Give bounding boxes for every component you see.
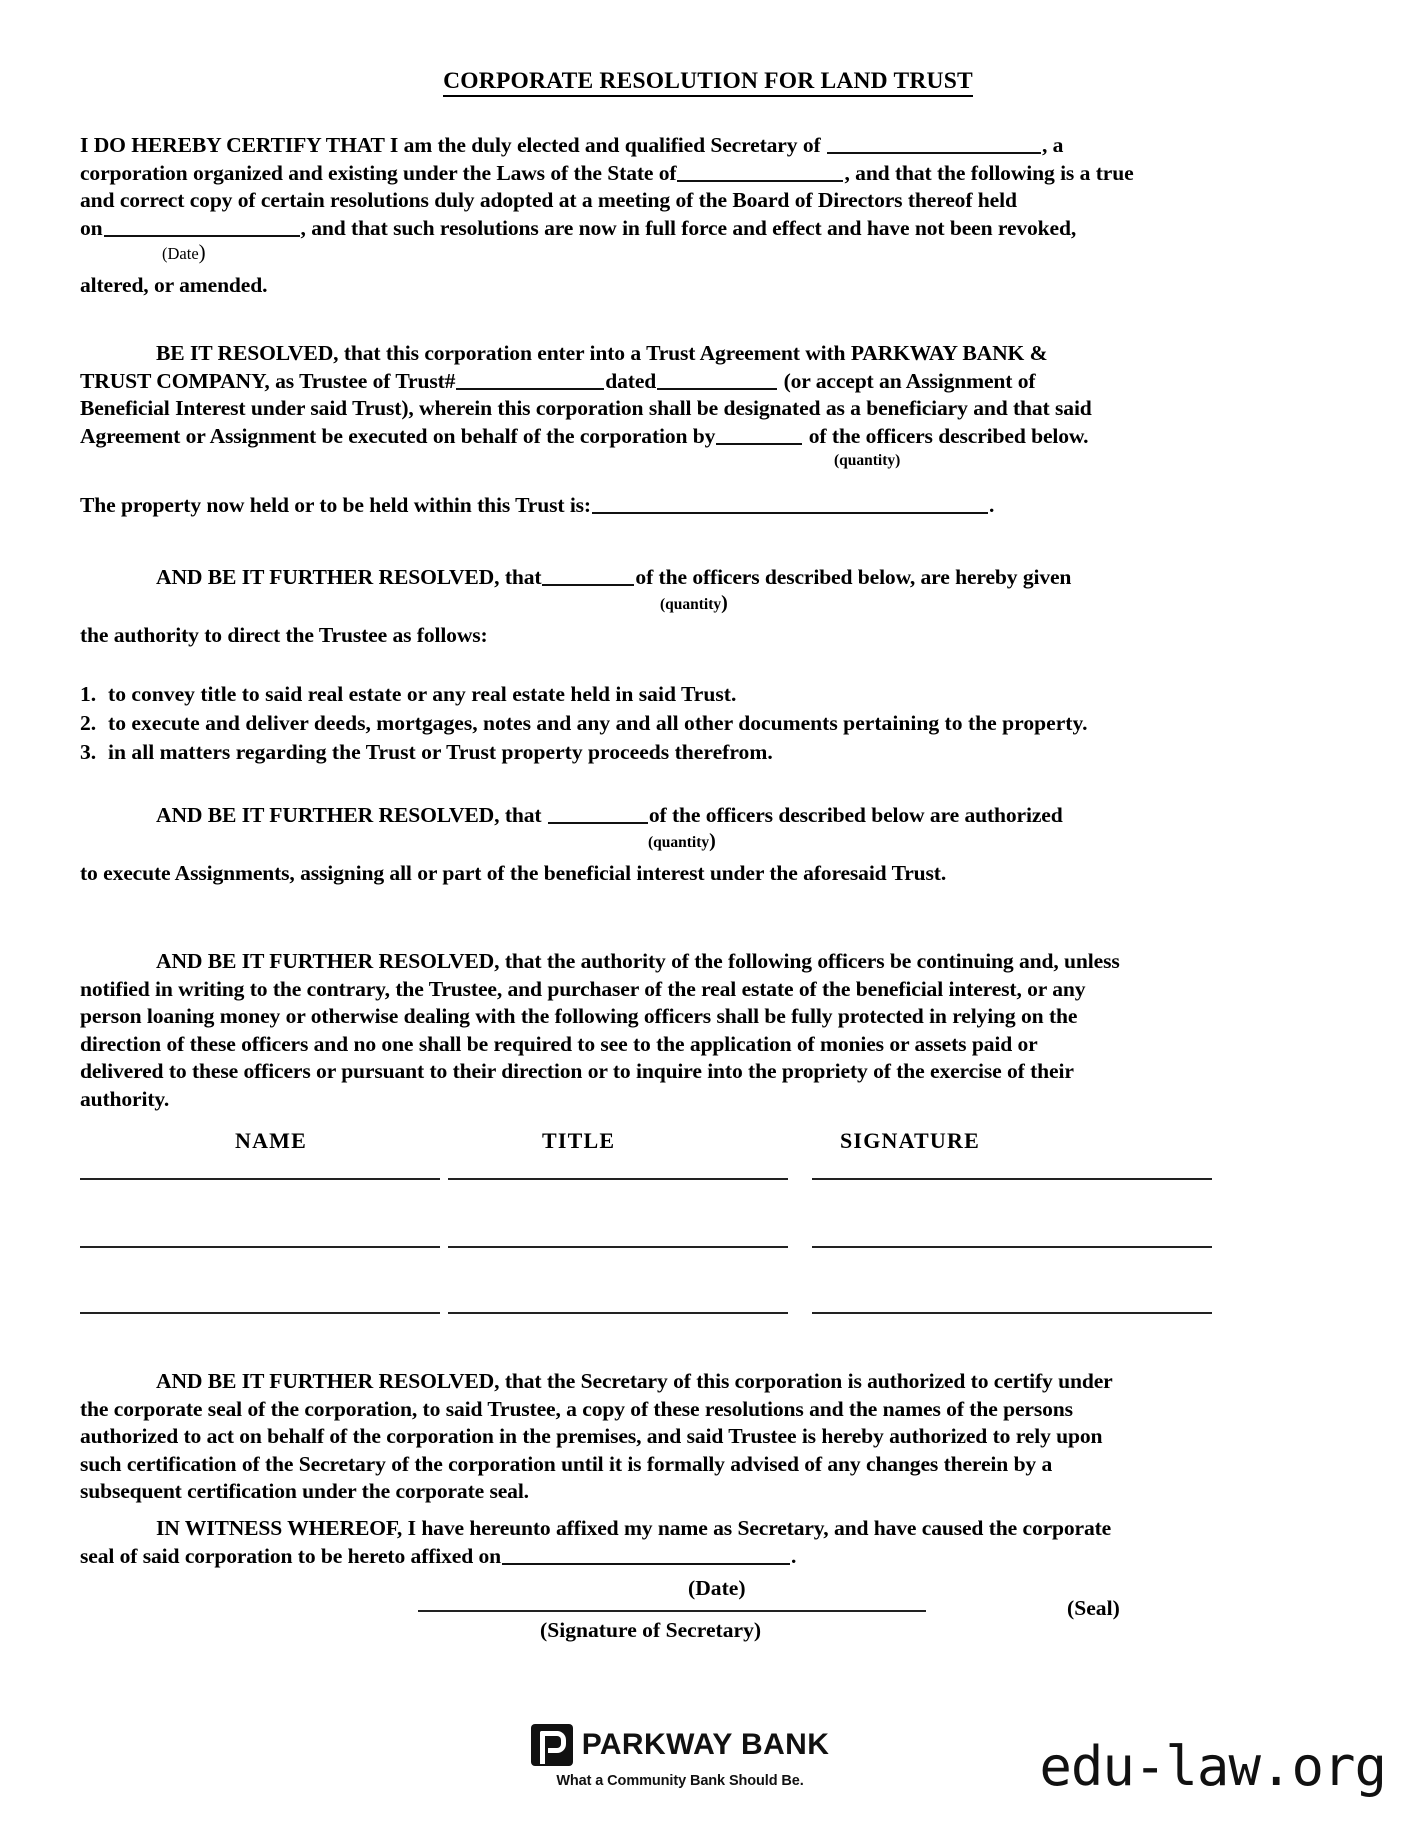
further-resolved-4 — [80, 1368, 1336, 1506]
witness-date-annotation: (Date) — [688, 1576, 746, 1600]
further-1-text-b: of the officers described below, are hereby given — [635, 565, 1072, 589]
certify-text-4: , and that the following is a true — [844, 160, 1134, 185]
column-header-title: TITLE — [542, 1128, 616, 1153]
quantity-annotation-3 — [648, 829, 716, 852]
quantity-annotation-1: (quantity) — [834, 452, 901, 469]
certify-text-8-line — [80, 272, 1336, 300]
list-item-text: to convey title to said real estate or any real estate held in said Trust. — [108, 682, 737, 706]
further-4-line-2: the corporate seal of the corporation, to said Trustee, a copy of these resolutions and the names of the persons — [80, 1396, 1073, 1421]
certify-text-6: on — [80, 215, 103, 240]
numbered-items — [80, 680, 1336, 767]
parkway-p-monogram-icon — [531, 1724, 573, 1766]
further-resolved-2 — [80, 802, 1336, 887]
witness-text-2: seal of said corporation to be hereto affixed on — [80, 1543, 502, 1568]
signature-row-2-signature-line[interactable] — [812, 1246, 1212, 1248]
column-header-name: NAME — [235, 1128, 308, 1153]
further-2-text-c: to execute Assignments, assigning all or part of the beneficial interest under the aforesaid Trust. — [80, 860, 947, 885]
logo-bank-name: PARKWAY BANK — [581, 1728, 830, 1761]
list-item-text: in all matters regarding the Trust or Trust property proceeds therefrom. — [108, 740, 773, 764]
signature-row-3-name-line[interactable] — [80, 1312, 440, 1314]
date-annotation — [162, 240, 206, 264]
date-annotation-paren: ) — [198, 240, 206, 264]
seal-label: (Seal) — [1067, 1596, 1120, 1620]
further-3-line-6: authority. — [80, 1086, 170, 1111]
signature-row-1-signature-line[interactable] — [812, 1178, 1212, 1180]
quantity-officers-blank-3[interactable] — [548, 803, 648, 824]
certify-lines — [80, 132, 1336, 242]
certify-paragraph — [80, 132, 1336, 300]
signature-table-headers — [80, 1128, 1336, 1162]
certify-text-3: corporation organized and existing under the Laws of the State of — [80, 160, 677, 185]
further-3-line-3: person loaning money or otherwise dealing with the following officers shall be fully protected in relying on the — [80, 1004, 1078, 1028]
logo-tagline: What a Community Bank Should Be. — [556, 1773, 804, 1789]
resolved-text-1f: Agreement or Assignment be executed on behalf of the corporation by — [80, 423, 716, 448]
further-3-line-2: notified in writing to the contrary, the Trustee, and purchaser of the real estate of the beneficial interest, or any — [80, 976, 1086, 1001]
property-line-row — [80, 492, 1336, 520]
list-item-number: 3. — [80, 740, 97, 764]
trust-number-blank[interactable] — [456, 369, 604, 390]
certify-text-7: , and that such resolutions are now in full force and effect and have not been revoked, — [300, 215, 1077, 240]
signature-row-2-name-line[interactable] — [80, 1246, 440, 1248]
page-title-text: CORPORATE RESOLUTION FOR LAND TRUST — [443, 68, 973, 97]
quantity-annotation-2-text: (quantity — [660, 595, 722, 613]
further-2-text-b: of the officers described below are authorized — [648, 803, 1063, 827]
certify-text-8: altered, or amended. — [80, 273, 268, 297]
resolved-text-1e: Beneficial Interest under said Trust), wherein this corporation shall be designated as a beneficiary and that said — [80, 396, 1092, 420]
resolved-line-4 — [80, 423, 1336, 451]
list-item-text: to execute and deliver deeds, mortgages, notes and any and all other documents pertaining to the property. — [108, 711, 1088, 735]
resolved-text-1b: TRUST COMPANY, as Trustee of Trust# — [80, 368, 456, 393]
witness-line-1: IN WITNESS WHEREOF, I have hereunto affixed my name as Secretary, and have caused the corporate — [156, 1516, 1112, 1540]
resolved-line-2 — [80, 368, 1336, 396]
further-2-text-a: AND BE IT FURTHER RESOLVED, that — [156, 803, 547, 827]
signature-row-1-title-line[interactable] — [448, 1178, 788, 1180]
date-annotation-text: (Date — [162, 244, 199, 263]
signature-row-3-title-line[interactable] — [448, 1312, 788, 1314]
list-item-number: 1. — [80, 682, 97, 706]
witness-line-2 — [80, 1543, 1336, 1571]
further-3-line-1: AND BE IT FURTHER RESOLVED, that the authority of the following officers be continuing and, unless — [156, 949, 1120, 973]
further-3-line-5: delivered to these officers or pursuant to their direction or to inquire into the propriety of the exercise of their — [80, 1059, 1074, 1083]
site-watermark: edu-law.org — [1039, 1735, 1386, 1798]
be-it-resolved-paragraph — [80, 340, 1336, 469]
further-4-line-1: AND BE IT FURTHER RESOLVED, that the Secretary of this corporation is authorized to certify under — [156, 1369, 1113, 1393]
further-1-line-1 — [80, 564, 1336, 592]
quantity-annotation-2 — [660, 591, 728, 614]
further-4-line-4: such certification of the Secretary of the corporation until it is formally advised of any changes therein by a — [80, 1451, 1053, 1476]
further-1-line-2 — [80, 622, 1336, 650]
further-1-text-c: the authority to direct the Trustee as follows: — [80, 622, 488, 647]
further-1-text-a: AND BE IT FURTHER RESOLVED, that — [156, 565, 542, 589]
parkway-bank-logo — [530, 1724, 830, 1789]
meeting-date-blank[interactable] — [104, 216, 300, 237]
witness-period: . — [791, 1543, 797, 1568]
state-blank[interactable] — [677, 161, 843, 182]
signature-row-2-title-line[interactable] — [448, 1246, 788, 1248]
further-resolved-3 — [80, 948, 1336, 1113]
property-description-blank[interactable] — [592, 493, 988, 514]
further-2-line-2 — [80, 860, 1336, 888]
logo-row — [530, 1724, 830, 1766]
resolved-line-3 — [80, 395, 1336, 423]
certify-text-1: I DO HEREBY CERTIFY THAT I am the duly elected and qualified Secretary of — [80, 133, 826, 157]
resolved-text-1d: (or accept an Assignment of — [783, 368, 1036, 393]
quantity-officers-blank-2[interactable] — [542, 565, 634, 586]
column-header-signature: SIGNATURE — [840, 1128, 980, 1153]
quantity-annotation-2-paren: ) — [721, 591, 728, 614]
list-item — [80, 709, 1336, 738]
resolved-text-1g: of the officers described below. — [803, 423, 1089, 448]
list-item-number: 2. — [80, 711, 97, 735]
in-witness-whereof — [80, 1515, 1336, 1570]
further-resolved-1 — [80, 564, 1336, 649]
quantity-annotation-3-paren: ) — [709, 829, 716, 852]
resolved-line-1 — [80, 340, 1336, 368]
witness-date-blank[interactable] — [502, 1544, 790, 1565]
further-4-line-3: authorized to act on behalf of the corporation in the premises, and said Trustee is hereby authorized to rely upon — [80, 1424, 1103, 1448]
secretary-signature-line[interactable] — [418, 1610, 926, 1612]
signature-of-secretary-label: (Signature of Secretary) — [540, 1618, 762, 1642]
resolved-text-1a: BE IT RESOLVED, that this corporation enter into a Trust Agreement with PARKWAY BANK & — [156, 341, 1048, 365]
further-4-line-5: subsequent certification under the corporate seal. — [80, 1479, 529, 1503]
further-3-line-4: direction of these officers and no one shall be required to see to the application of monies or assets paid or — [80, 1031, 1038, 1056]
property-label: The property now held or to be held within this Trust is: — [80, 493, 591, 517]
trust-dated-blank[interactable] — [657, 369, 777, 390]
certify-text-5: and correct copy of certain resolutions duly adopted at a meeting of the Board of Directors thereof held — [80, 188, 1017, 212]
signature-row-3-signature-line[interactable] — [812, 1312, 1212, 1314]
property-period: . — [988, 493, 995, 517]
page-title — [0, 68, 1416, 95]
certify-text-2: , a — [1041, 133, 1064, 157]
secretary-corporation-blank[interactable] — [827, 133, 1041, 154]
quantity-annotation-3-text: (quantity — [648, 833, 710, 851]
resolved-text-1c: dated — [605, 368, 657, 393]
authority-list — [80, 680, 1336, 767]
quantity-officers-blank-1[interactable] — [716, 424, 802, 445]
further-2-line-1 — [80, 802, 1336, 830]
signature-row-1-name-line[interactable] — [80, 1178, 440, 1180]
property-held-line — [80, 492, 1336, 520]
list-item — [80, 680, 1336, 709]
list-item — [80, 738, 1336, 767]
